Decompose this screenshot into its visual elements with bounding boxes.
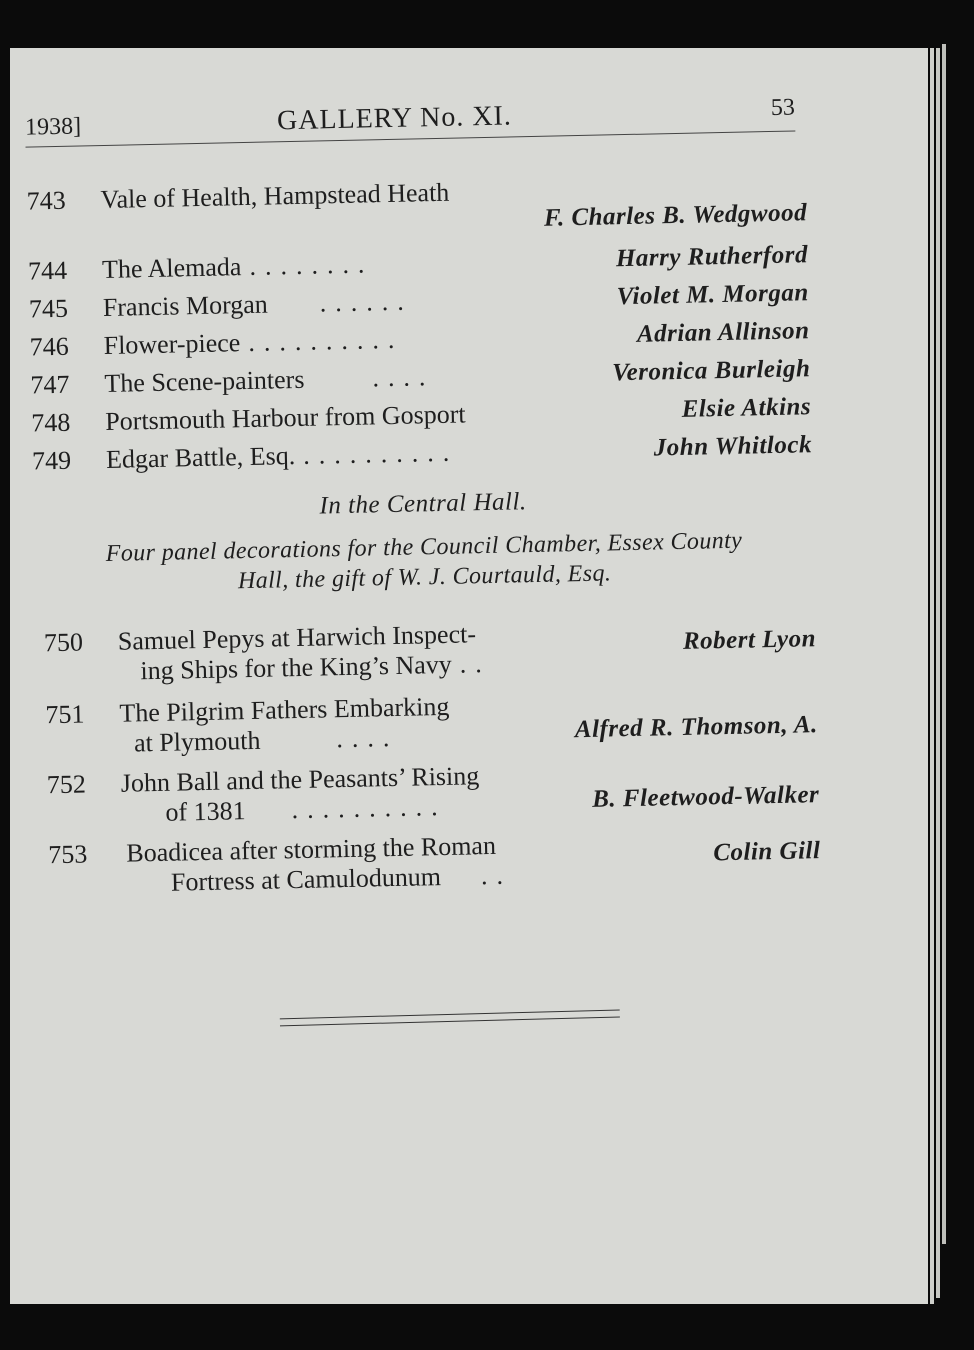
entry-title-line-2 bbox=[134, 723, 399, 759]
header-title: GALLERY No. XI. bbox=[276, 100, 513, 137]
catalogue-entry bbox=[26, 170, 808, 232]
page-edge bbox=[942, 44, 946, 1244]
entry-title: Fortress at Camulodunum bbox=[170, 862, 442, 897]
entry-number: 747 bbox=[30, 369, 70, 400]
entry-title: Vale of Health, Hampstead Heath bbox=[100, 177, 450, 215]
section-note-line: Hall, the gift of W. J. Courtauld, Esq. bbox=[237, 560, 612, 595]
leader-dots: .......... bbox=[247, 324, 404, 357]
entry-number: 751 bbox=[45, 699, 85, 730]
entry-artist: Veronica Burleigh bbox=[611, 355, 811, 387]
leader-dots: .. bbox=[480, 860, 513, 891]
leader-dots: ........ bbox=[249, 249, 374, 281]
entry-title: at Plymouth bbox=[133, 725, 261, 758]
entry-title: Edgar Battle, Esq. bbox=[105, 441, 296, 474]
entry-title: Portsmouth Harbour from Gosport bbox=[104, 399, 466, 436]
catalogue-entry bbox=[40, 824, 821, 897]
entry-number: 752 bbox=[46, 769, 87, 800]
entry-artist: F. Charles B. Wedgwood bbox=[543, 199, 808, 232]
entry-title-line bbox=[103, 287, 413, 323]
entry-title-line-1: The Pilgrim Fathers Embarking bbox=[119, 691, 450, 728]
entry-artist: John Whitlock bbox=[653, 431, 813, 462]
leader-dots: .. bbox=[459, 648, 491, 679]
entry-artist: Violet M. Morgan bbox=[616, 279, 810, 311]
leader-dots: .... bbox=[372, 362, 435, 393]
catalogue-entry bbox=[27, 240, 809, 286]
entry-artist: Adrian Allinson bbox=[636, 317, 810, 348]
entry-number: 743 bbox=[26, 185, 66, 216]
catalogue-entry bbox=[37, 684, 819, 758]
entry-title: Francis Morgan bbox=[102, 289, 269, 323]
entry-artist: Alfred R. Thomson, A. bbox=[574, 711, 819, 744]
entry-title-line-1: Boadicea after storming the Roman bbox=[126, 830, 497, 868]
entry-title-line-1: Samuel Pepys at Harwich Inspect- bbox=[117, 619, 477, 656]
page-content bbox=[0, 38, 944, 1313]
entry-title-line bbox=[103, 325, 403, 361]
entry-number: 753 bbox=[48, 839, 88, 870]
entry-number: 750 bbox=[43, 627, 84, 658]
entry-title-line-2 bbox=[171, 861, 513, 898]
entry-artist: Colin Gill bbox=[713, 837, 821, 867]
entry-artist: B. Fleetwood-Walker bbox=[591, 781, 820, 813]
section-note-line: Four panel decorations for the Council Chamber, Essex County bbox=[105, 527, 743, 567]
entry-number: 745 bbox=[28, 293, 69, 324]
entry-number: 748 bbox=[30, 407, 71, 438]
entry-artist: Robert Lyon bbox=[682, 625, 817, 655]
entry-title: ing Ships for the King’s Navy bbox=[140, 649, 453, 686]
catalogue-page bbox=[10, 48, 928, 1304]
entry-number: 749 bbox=[31, 445, 72, 476]
entry-title: of 1381 bbox=[165, 796, 246, 827]
entry-number: 746 bbox=[29, 331, 69, 362]
entry-title-line bbox=[106, 438, 459, 475]
section-heading: In the Central Hall. bbox=[319, 488, 527, 520]
page-number: 53 bbox=[770, 94, 796, 121]
leader-dots: .... bbox=[336, 722, 399, 754]
entry-title-line-1: John Ball and the Peasants’ Rising bbox=[120, 761, 480, 798]
header-year: 1938] bbox=[24, 113, 82, 141]
entry-title-line-2 bbox=[140, 649, 491, 686]
leader-dots: .......... bbox=[302, 437, 459, 470]
leader-dots: ...... bbox=[319, 286, 414, 318]
entry-artist: Harry Rutherford bbox=[615, 241, 809, 273]
entry-title-line-2 bbox=[165, 792, 447, 828]
leader-dots: .......... bbox=[291, 791, 447, 825]
end-rule bbox=[280, 1009, 620, 1026]
entry-artist: Elsie Atkins bbox=[681, 393, 812, 423]
entry-title-line bbox=[102, 249, 374, 285]
entry-title: The Alemada bbox=[101, 252, 242, 285]
catalogue-entry bbox=[36, 612, 817, 686]
entry-title: Flower-piece bbox=[103, 328, 241, 360]
entry-number: 744 bbox=[27, 255, 68, 286]
entry-title-line bbox=[104, 362, 435, 399]
entry-title: The Scene-painters bbox=[104, 364, 305, 398]
